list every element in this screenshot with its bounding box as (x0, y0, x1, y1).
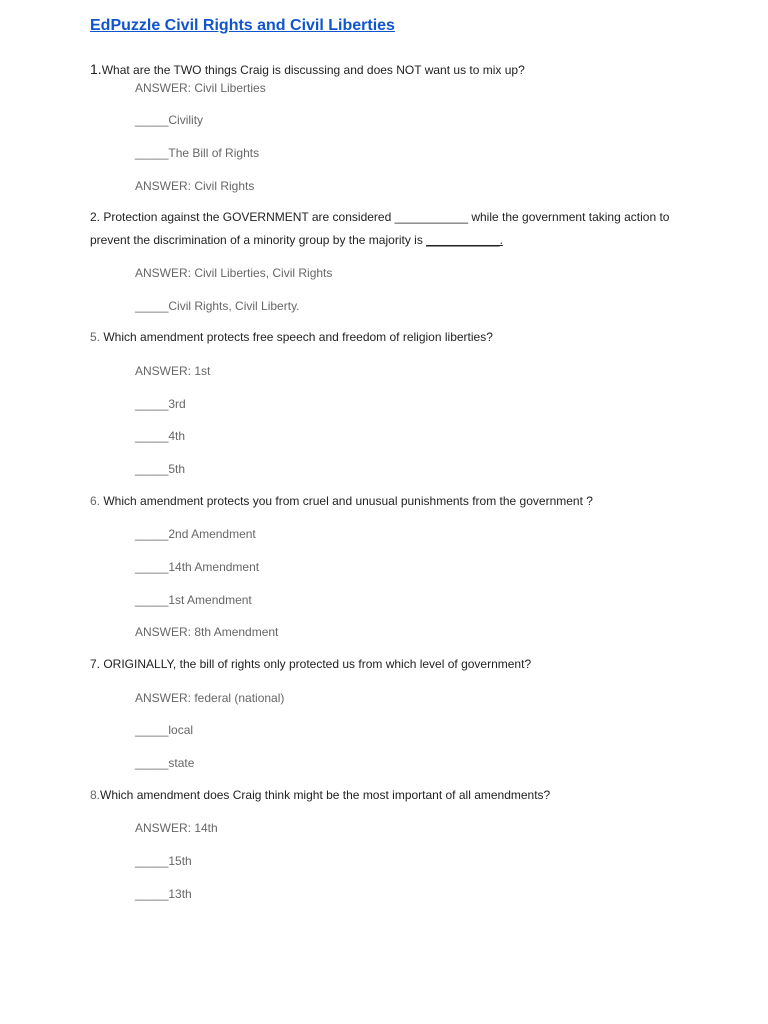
answer-option: _____local (135, 723, 194, 737)
answer-option: ANSWER: federal (national) (135, 691, 285, 705)
question-text: Which amendment protects you from cruel and unusual punishments from the government ? (100, 494, 593, 508)
answer-option: _____state (135, 756, 195, 770)
question-2 (90, 206, 705, 252)
question-number: 2. (90, 210, 101, 224)
question-blank: ___________. (426, 233, 503, 247)
question-text: ORIGINALLY, the bill of rights only protected us from which level of government? (100, 657, 532, 671)
question-7 (90, 653, 531, 676)
answer-option: _____4th (135, 429, 186, 443)
answer-option: _____3rd (135, 397, 186, 411)
answer-option: ANSWER: 1st (135, 364, 211, 378)
question-text: Which amendment does Craig think might be the most important of all amendments? (100, 788, 551, 802)
answer-option: _____1st Amendment (135, 593, 252, 607)
answer-option: _____Civility (135, 113, 204, 127)
answer-option: ANSWER: 14th (135, 821, 218, 835)
answer-option: _____5th (135, 462, 186, 476)
question-number: 8. (90, 788, 101, 802)
answer-option: _____Civil Rights, Civil Liberty. (135, 299, 300, 313)
question-number: 7. (90, 657, 101, 671)
question-number: 6. (90, 494, 101, 508)
question-text: Which amendment protects free speech and freedom of religion liberties? (100, 330, 493, 344)
question-6 (90, 490, 593, 513)
question-5 (90, 326, 493, 349)
question-text: Protection against the GOVERNMENT are considered ___________ while the government taking action to prevent the discrimination of a minority group by the majority is (90, 210, 670, 247)
answer-option: ANSWER: Civil Liberties, Civil Rights (135, 266, 333, 280)
answer-option: _____The Bill of Rights (135, 146, 260, 160)
answer-option: ANSWER: Civil Liberties (135, 81, 266, 95)
question-8 (90, 784, 550, 807)
question-number: 5. (90, 330, 101, 344)
question-number: 1. (90, 61, 102, 77)
answer-option: ANSWER: 8th Amendment (135, 625, 279, 639)
answer-option: _____13th (135, 887, 192, 901)
answer-option: _____14th Amendment (135, 560, 260, 574)
answer-option: _____15th (135, 854, 192, 868)
answer-option: _____2nd Amendment (135, 527, 256, 541)
question-1 (90, 58, 525, 82)
document-title[interactable]: EdPuzzle Civil Rights and Civil Liberties (90, 17, 395, 34)
question-text: What are the TWO things Craig is discussing and does NOT want us to mix up? (101, 63, 525, 77)
answer-option: ANSWER: Civil Rights (135, 179, 255, 193)
